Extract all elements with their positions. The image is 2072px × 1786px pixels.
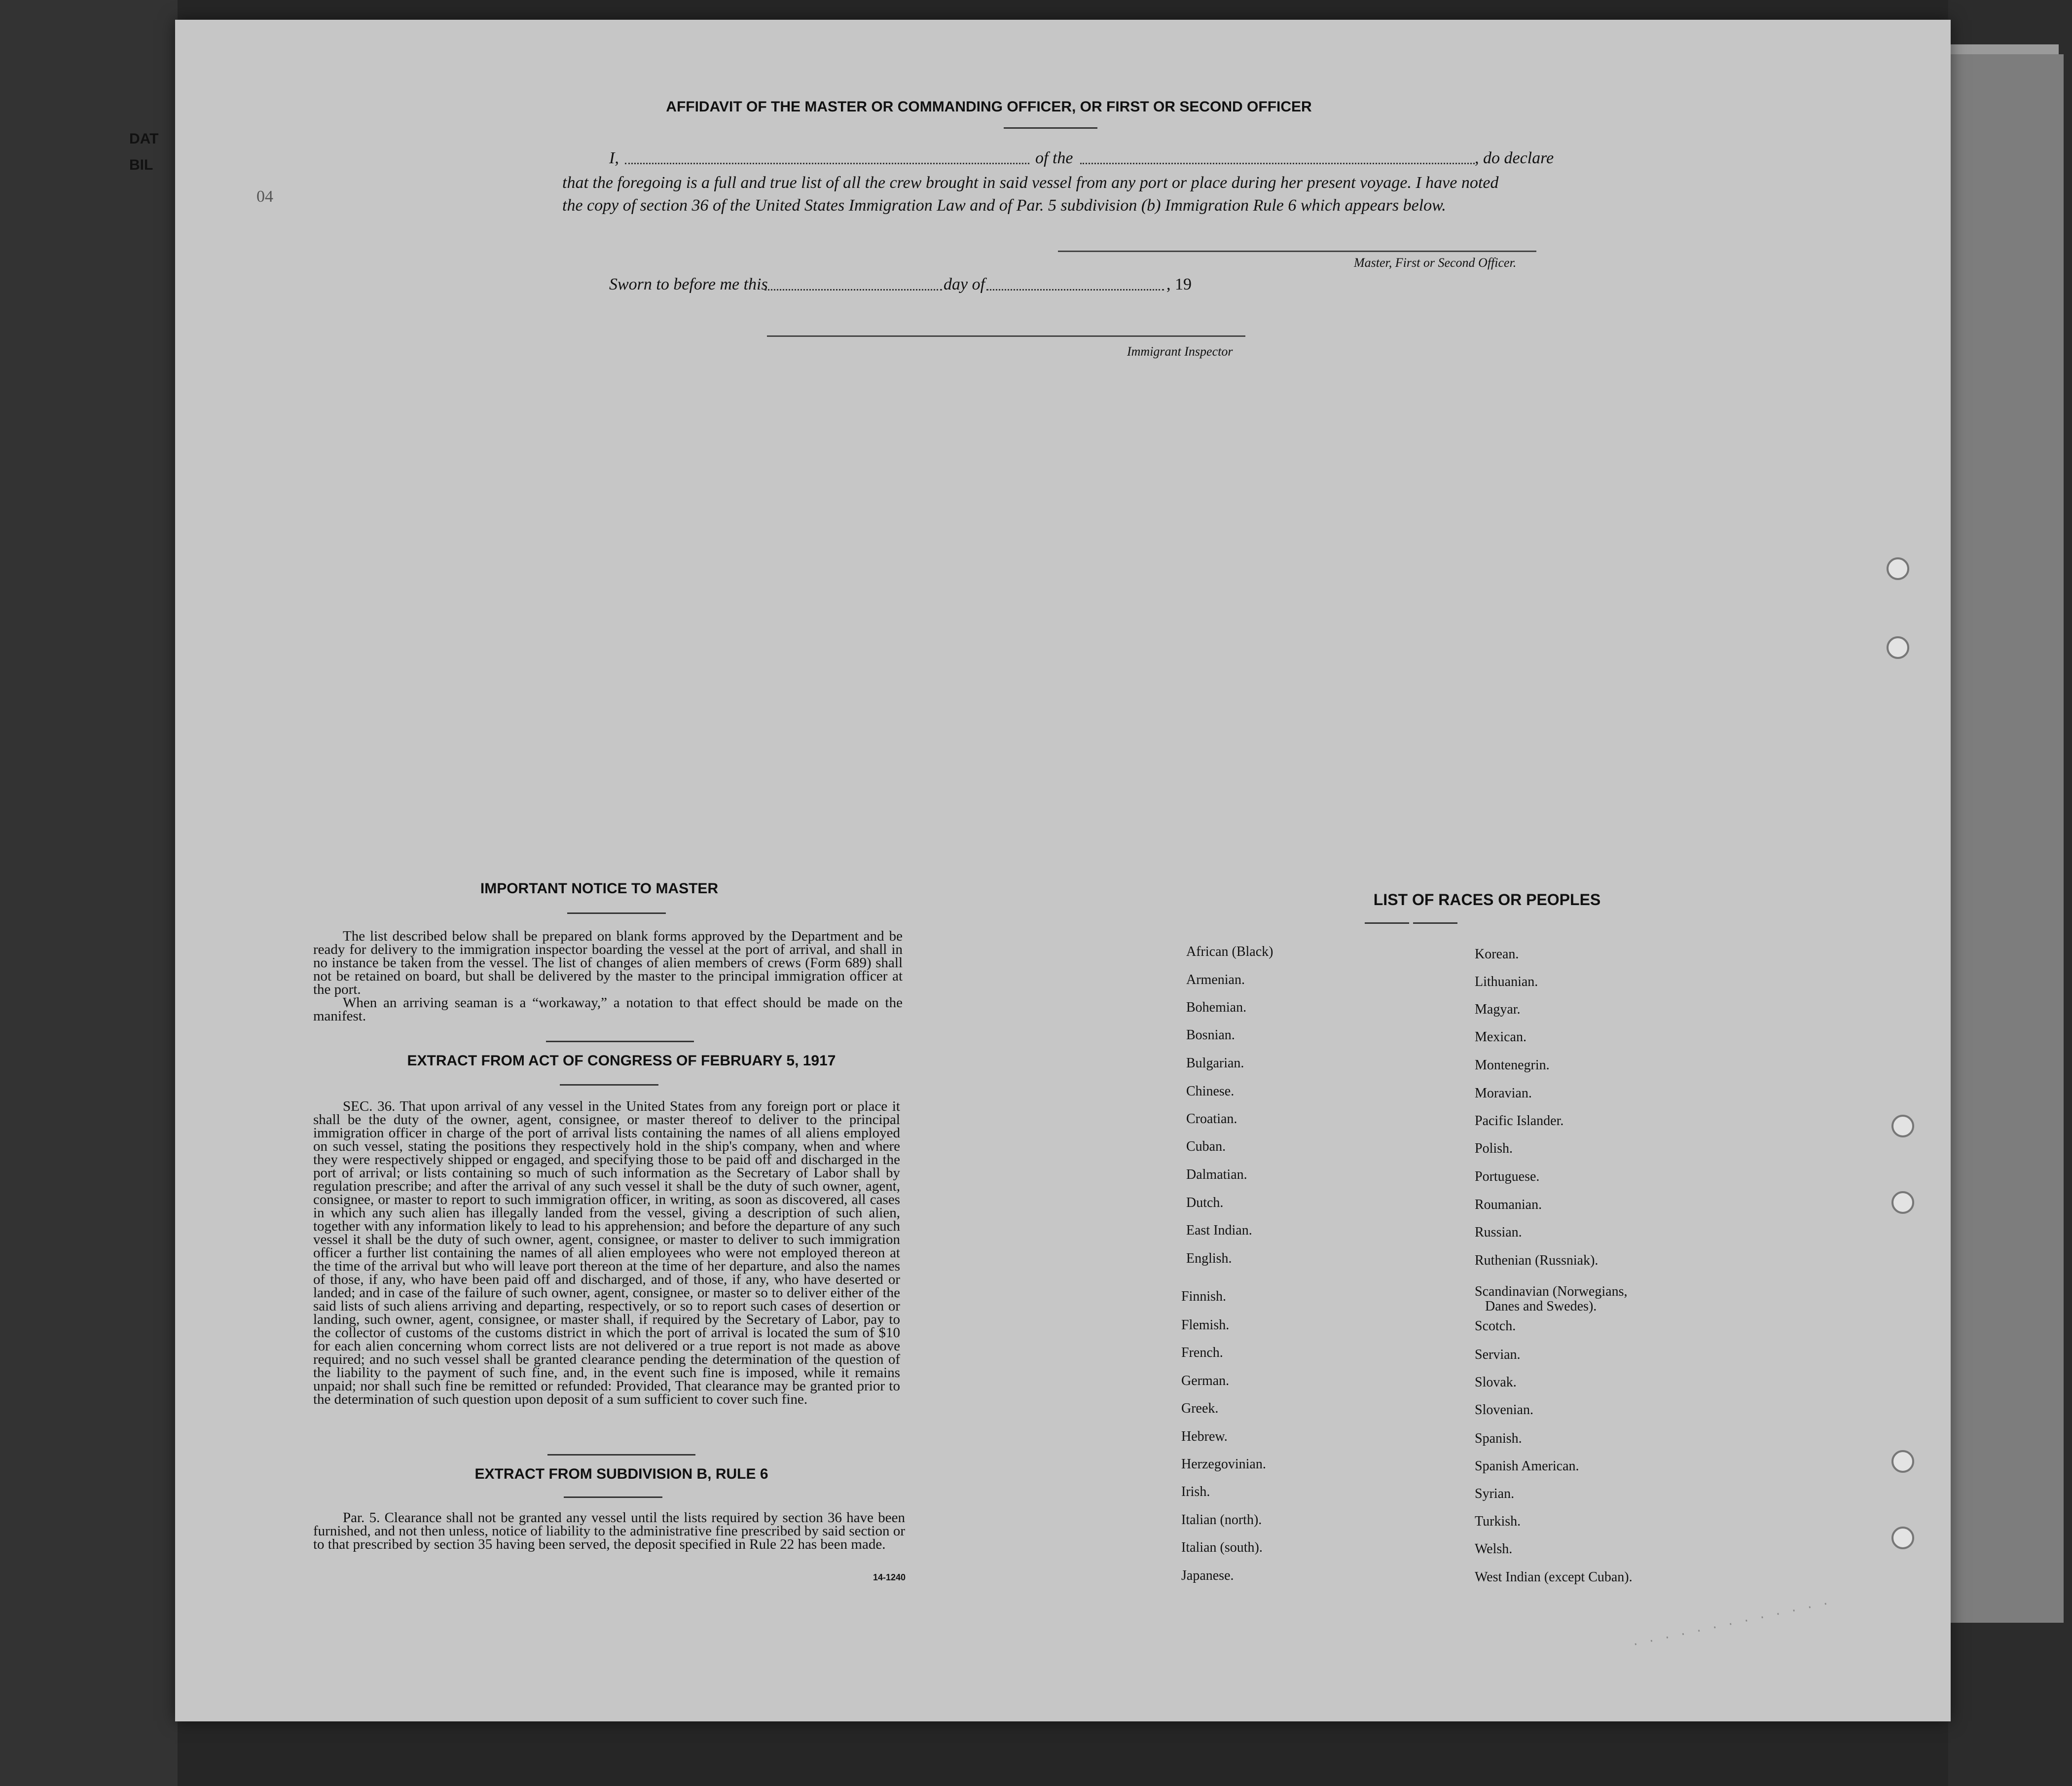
race-item: Dutch. [1186, 1195, 1224, 1210]
race-item: German. [1181, 1373, 1230, 1388]
race-item: Turkish. [1475, 1514, 1521, 1529]
declaration-i: I, [609, 149, 619, 167]
race-item: Welsh. [1475, 1541, 1513, 1557]
race-item: Greek. [1181, 1401, 1219, 1416]
race-item: Croatian. [1186, 1111, 1237, 1127]
divider [546, 1041, 694, 1042]
declaration-do-declare: , do declare [1475, 149, 1554, 167]
race-item: Spanish. [1475, 1431, 1522, 1446]
race-item: Italian (south). [1181, 1540, 1263, 1555]
race-item: Russian. [1475, 1225, 1522, 1240]
form-number: 14-1240 [873, 1572, 906, 1582]
race-item: Slovenian. [1475, 1402, 1533, 1418]
name-blank-field[interactable] [625, 163, 1029, 164]
race-item: Magyar. [1475, 1002, 1521, 1017]
race-item: Montenegrin. [1475, 1057, 1550, 1073]
race-item: Irish. [1181, 1484, 1210, 1499]
race-item: Moravian. [1475, 1086, 1532, 1101]
race-item: Portuguese. [1475, 1169, 1540, 1184]
sworn-day-of: day of [944, 275, 985, 293]
race-item: Lithuanian. [1475, 974, 1538, 989]
notice-body [313, 930, 903, 1023]
divider [1413, 922, 1457, 924]
race-item: Ruthenian (Russniak). [1475, 1253, 1599, 1268]
race-item: Italian (north). [1181, 1512, 1262, 1528]
race-item: Scandinavian (Norwegians, Danes and Swedes). [1475, 1284, 1628, 1314]
sworn-month-field[interactable] [986, 289, 1164, 291]
punch-hole [1887, 636, 1909, 659]
edge-stamp: DAT [129, 131, 159, 147]
race-item: Bulgarian. [1186, 1056, 1244, 1071]
act-extract-body [313, 1100, 900, 1406]
rule-extract-body [313, 1511, 905, 1551]
race-item: Roumanian. [1475, 1197, 1542, 1212]
affidavit-title: AFFIDAVIT OF THE MASTER OR COMMANDING OFFICER, OR FIRST OR SECOND OFFICER [666, 99, 1312, 115]
divider [564, 1496, 662, 1498]
race-item: English. [1186, 1251, 1232, 1266]
margin-mark: 04 [256, 187, 273, 206]
race-item: Korean. [1475, 947, 1519, 962]
race-item: Chinese. [1186, 1084, 1235, 1099]
notice-paragraph: When an arriving seaman is a “workaway,” a notation to that effect should be made on the manifest. [313, 995, 903, 1024]
race-item: Japanese. [1181, 1568, 1234, 1583]
race-item: Hebrew. [1181, 1429, 1228, 1444]
act-section-36: SEC. 36. That upon arrival of any vessel in the United States from any foreign port or place it shall be the duty of the owner, agent, consignee, or master thereof to deliver to the principal immigration officer in charge of the port of arrival lists containing the names of all aliens employed on such vessel, stating the positions they respectively hold in the ship's company, when and where they were respectively shipped or engaged, and specifying those to be paid off and discharged in the port of arrival; or lists containing so much of such information as the Secretary of Labor shall by regulation prescribe; and after the arrival of any such vessel it shall be the duty of such owner, agent, consignee, or master to report to such immigration officer, in writing, as soon as discovered, all cases in which any such alien has illegally landed from the vessel, giving a description of such alien, together with any information likely to lead to his apprehension; and before the departure of any such vessel it shall be the duty of such owner, agent, consignee, or master to deliver to such immigration officer a further list containing the names of all alien employees who were not employed thereon at the time of the arrival but who will leave port thereon at the time of her departure, and also the names of those, if any, who have been paid off and discharged, and of those, if any, who have deserted or landed; and in case of the failure of such owner, agent, consignee, or master so to deliver either of the said lists of such aliens arriving and departing, respectively, or so to report such cases of desertion or landing, such owner, agent, consignee, or master shall, if required by the Secretary of Labor, pay to the collector of customs of the customs district in which the port of arrival is located the sum of $10 for each alien concerning whom correct lists are not delivered or a true report is not made as above required; and no such vessel shall be granted clearance pending the determination of the question of the liability to the payment of such fine, and, in the event such fine is imposed, while it remains unpaid; nor shall such fine be remitted or refunded: Provided, That clearance may be granted prior to the determination of such question upon deposit of a sum sufficient to cover such fine. [313, 1098, 900, 1407]
notice-paragraph: The list described below shall be prepared on blank forms approved by the Department and be ready for delivery to the immigration inspector boarding the vessel at the port of arrival, and shall in no instance be taken from the vessel. The list of changes of alien members of crews (Form 689) shall not be retained on board, but shall be delivered by the master to the principal immigration officer at the port. [313, 928, 903, 997]
act-extract-title: EXTRACT FROM ACT OF CONGRESS OF FEBRUARY 5, 1917 [407, 1053, 836, 1069]
vessel-blank-field[interactable] [1080, 163, 1475, 164]
rule-paragraph-5: Par. 5. Clearance shall not be granted any vessel until the lists required by section 36 have been furnished, and not then unless, notice of liability to the administrative fine prescribed by said section or to that prescribed by section 35 having been served, the deposit specified in Rule 22 has been made. [313, 1510, 905, 1552]
races-title: LIST OF RACES OR PEOPLES [1373, 891, 1601, 909]
race-item: Scotch. [1475, 1318, 1516, 1334]
divider [1365, 922, 1409, 924]
race-item: Bosnian. [1186, 1027, 1235, 1043]
sworn-year: , 19 [1166, 275, 1192, 293]
sworn-day-field[interactable] [764, 289, 942, 291]
punch-hole [1891, 1115, 1914, 1137]
declaration-text-line2: that the foregoing is a full and true list of all the crew brought in said vessel from any port or place during her present voyage. I have noted [562, 174, 1499, 192]
race-item: Finnish. [1181, 1289, 1227, 1304]
sworn-text: Sworn to before me this [609, 275, 768, 293]
race-item: Servian. [1475, 1347, 1521, 1362]
divider [1004, 127, 1097, 129]
punch-hole [1891, 1191, 1914, 1214]
race-item: African (Black) [1186, 944, 1273, 959]
master-caption: Master, First or Second Officer. [1354, 255, 1517, 270]
race-item: Armenian. [1186, 972, 1245, 987]
race-item: Syrian. [1475, 1486, 1515, 1501]
punch-hole [1887, 557, 1909, 580]
divider [560, 1084, 658, 1086]
inspector-signature-line[interactable] [767, 335, 1245, 337]
race-item: Spanish American. [1475, 1458, 1579, 1474]
race-item: West Indian (except Cuban). [1475, 1569, 1633, 1585]
faint-stamp-mark: · · · · · · · · · · · · · [1631, 1597, 1832, 1652]
binder-left-edge [0, 0, 178, 1786]
divider [547, 1454, 695, 1456]
edge-stamp: BIL [129, 157, 153, 173]
race-item: Cuban. [1186, 1139, 1226, 1154]
race-item: Slovak. [1475, 1375, 1517, 1390]
notice-title: IMPORTANT NOTICE TO MASTER [480, 880, 719, 897]
inspector-caption: Immigrant Inspector [1127, 344, 1233, 359]
race-item: Herzegovinian. [1181, 1457, 1266, 1472]
punch-hole [1891, 1527, 1914, 1549]
race-item: Polish. [1475, 1141, 1513, 1156]
declaration-of-the: of the [1035, 149, 1073, 167]
race-item: Dalmatian. [1186, 1167, 1247, 1182]
race-item: French. [1181, 1345, 1223, 1360]
race-item: Flemish. [1181, 1317, 1230, 1333]
rule-extract-title: EXTRACT FROM SUBDIVISION B, RULE 6 [474, 1466, 768, 1482]
punch-hole [1891, 1450, 1914, 1473]
race-item: Bohemian. [1186, 1000, 1247, 1015]
declaration-text-line3: the copy of section 36 of the United States Immigration Law and of Par. 5 subdivision (b) Immigration Rule 6 which appears below. [562, 196, 1446, 215]
race-item: Mexican. [1475, 1029, 1527, 1045]
document-page [175, 20, 1951, 1721]
race-item: Pacific Islander. [1475, 1113, 1564, 1129]
master-signature-line[interactable] [1058, 251, 1536, 252]
race-item: East Indian. [1186, 1223, 1252, 1238]
divider [567, 912, 666, 914]
